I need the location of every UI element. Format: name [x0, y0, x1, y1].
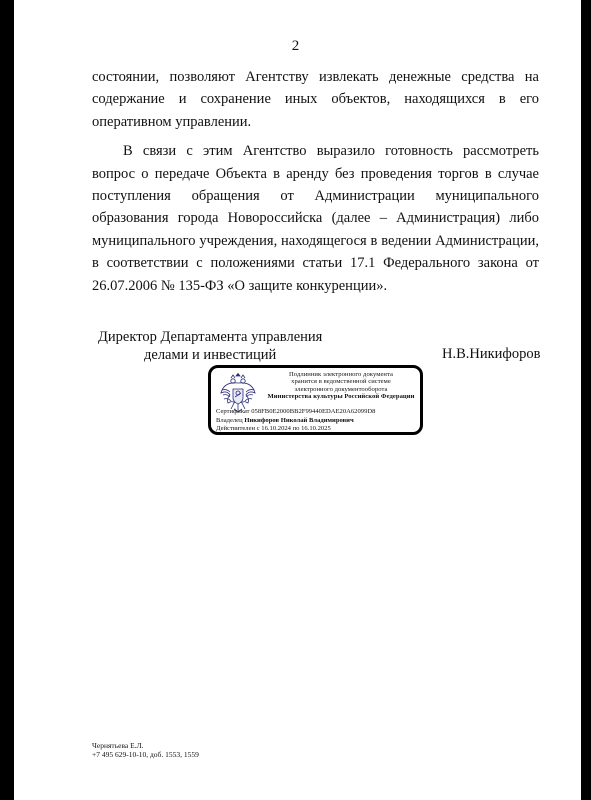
stamp-owner-label: Владелец	[216, 416, 243, 424]
paragraph-1: состоянии, позволяют Агентству извлекать денежные средства на содержание и сохранение иных объектов, находящихся в его оперативном управлении.	[92, 69, 539, 130]
stamp-header-line-3: электронного документооборота	[294, 385, 388, 393]
letter-body	[92, 66, 539, 297]
stamp-valid-label: Действителен с	[216, 425, 260, 433]
stamp-valid-to-label: по	[292, 425, 300, 433]
scan-border-right	[581, 0, 591, 800]
signatory-title-line-2: делами и инвестиций	[144, 347, 277, 363]
stamp-header-line-1: Подлинник электронного документа	[288, 371, 393, 378]
executor-phone: +7 495 629-10-10, доб. 1553, 1559	[92, 750, 199, 759]
stamp-valid-to: 16.10.2025	[301, 425, 331, 433]
scan-border-left	[0, 0, 14, 800]
electronic-signature-stamp	[208, 365, 423, 435]
stamp-certificate-row	[216, 408, 421, 417]
stamp-ministry: Министерства культуры Российской Федерации	[267, 392, 415, 400]
executor-footer	[92, 741, 199, 759]
stamp-header-line-2: хранится в ведомственной системе	[291, 378, 391, 386]
stamp-header	[261, 371, 421, 400]
stamp-valid-from: 16.10.2024	[261, 425, 291, 433]
signatory-title	[98, 328, 322, 364]
page-number: 2	[291, 38, 300, 54]
stamp-certificate-value: 058FB0E2000BB2F99440EDAE20A62099D8	[251, 408, 376, 415]
russian-eagle-emblem-icon	[219, 373, 257, 413]
stamp-certificate-label: Сертификат	[216, 408, 250, 415]
stamp-details	[216, 408, 421, 434]
paragraph-2: В связи с этим Агентство выразило готовность рассмотреть вопрос о передаче Объекта в аренду без проведения торгов в случае поступления обращения от Администрации муниципального образования города Новороссийска (далее – Администрация) либо муниципального учреждения, находящегося в ведении Администрации, в соответствии с положениями статьи 17.1 Федерального закона от 26.07.2006 № 135-ФЗ «О защите конкуренции».	[92, 143, 539, 294]
stamp-owner-row	[216, 417, 421, 426]
stamp-validity-row	[216, 425, 421, 434]
signatory-title-line-1: Директор Департамента управления	[98, 329, 323, 345]
executor-name: Чернятьева Е.Л.	[92, 741, 144, 750]
signatory-name: Н.В.Никифоров	[442, 346, 541, 362]
stamp-owner-value: Никифоров Николай Владимирович	[244, 416, 354, 424]
